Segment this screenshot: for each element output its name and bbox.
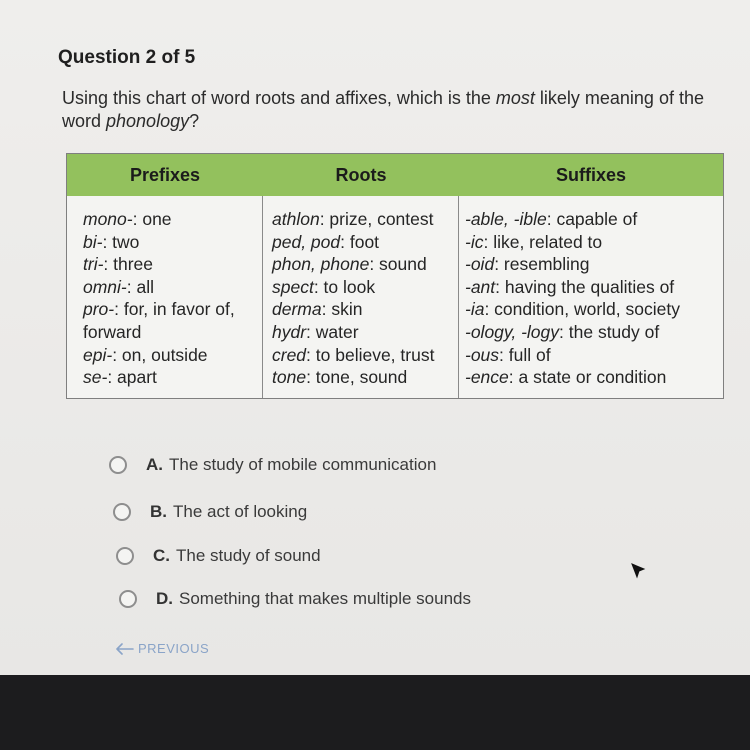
option-b[interactable]: B. The act of looking — [113, 502, 307, 522]
suffix-entry: -ic: like, related to — [465, 231, 603, 252]
prefix-entry: forward — [83, 321, 142, 342]
root-entry: derma: skin — [272, 299, 363, 320]
previous-label: PREVIOUS — [138, 641, 210, 656]
roots-header: Roots — [263, 154, 460, 196]
root-entry: tone: tone, sound — [272, 367, 408, 388]
radio-button-b[interactable] — [113, 503, 131, 521]
suffix-entry: -ous: full of — [465, 344, 551, 365]
suffixes-header: Suffixes — [459, 154, 723, 196]
prompt-text-3: ? — [189, 111, 200, 131]
question-number: Question 2 of 5 — [58, 47, 196, 68]
mouse-pointer-icon — [631, 563, 647, 581]
prefix-entry: bi-: two — [83, 231, 140, 252]
prompt-word: phonology — [106, 111, 190, 131]
prefix-entry: mono-: one — [83, 209, 172, 229]
root-entry: hydr: water — [272, 321, 359, 342]
monitor-bezel — [0, 675, 750, 750]
prefixes-column — [67, 196, 263, 398]
suffix-entry: -ence: a state or condition — [465, 367, 667, 388]
root-entry: ped, pod: foot — [272, 231, 380, 252]
option-d-text: Something that makes multiple sounds — [179, 589, 471, 608]
prefix-entry: se-: apart — [83, 367, 157, 388]
question-prompt — [62, 87, 732, 133]
option-d[interactable]: D. Something that makes multiple sounds — [119, 589, 471, 609]
radio-button-a[interactable] — [109, 456, 127, 474]
option-b-text: The act of looking — [173, 502, 308, 521]
previous-button[interactable] — [116, 641, 209, 656]
root-entry: cred: to believe, trust — [272, 344, 435, 365]
suffix-entry: -able, -ible: capable of — [465, 209, 638, 229]
prefix-entry: omni-: all — [83, 276, 154, 297]
radio-button-d[interactable] — [119, 590, 137, 608]
option-a[interactable]: A. The study of mobile communication — [109, 455, 436, 475]
prefix-entry: pro-: for, in favor of, — [83, 299, 235, 320]
option-c[interactable]: C. The study of sound — [116, 546, 321, 566]
roots-column — [263, 196, 459, 398]
root-entry: phon, phone: sound — [272, 254, 427, 275]
prefixes-header: Prefixes — [67, 154, 264, 196]
suffix-entry: -oid: resembling — [465, 254, 590, 275]
option-a-text: The study of mobile communication — [169, 455, 437, 474]
root-entry: athlon: prize, contest — [272, 209, 434, 229]
prefix-entry: epi-: on, outside — [83, 344, 208, 365]
root-entry: spect: to look — [272, 276, 376, 297]
prompt-text-2: likely meaning of the word — [62, 88, 704, 131]
suffix-entry: -ant: having the qualities of — [465, 276, 675, 297]
prefix-entry: tri-: three — [83, 254, 154, 275]
prompt-emphasis: most — [495, 88, 535, 108]
word-roots-chart — [66, 153, 724, 399]
suffixes-column — [459, 196, 723, 398]
option-c-text: The study of sound — [176, 546, 321, 565]
prompt-text-1: Using this chart of word roots and affixes, which is the — [62, 88, 496, 108]
arrow-left-icon — [116, 643, 134, 655]
suffix-entry: -ia: condition, world, society — [465, 299, 680, 320]
radio-button-c[interactable] — [116, 547, 134, 565]
suffix-entry: -ology, -logy: the study of — [465, 321, 660, 342]
